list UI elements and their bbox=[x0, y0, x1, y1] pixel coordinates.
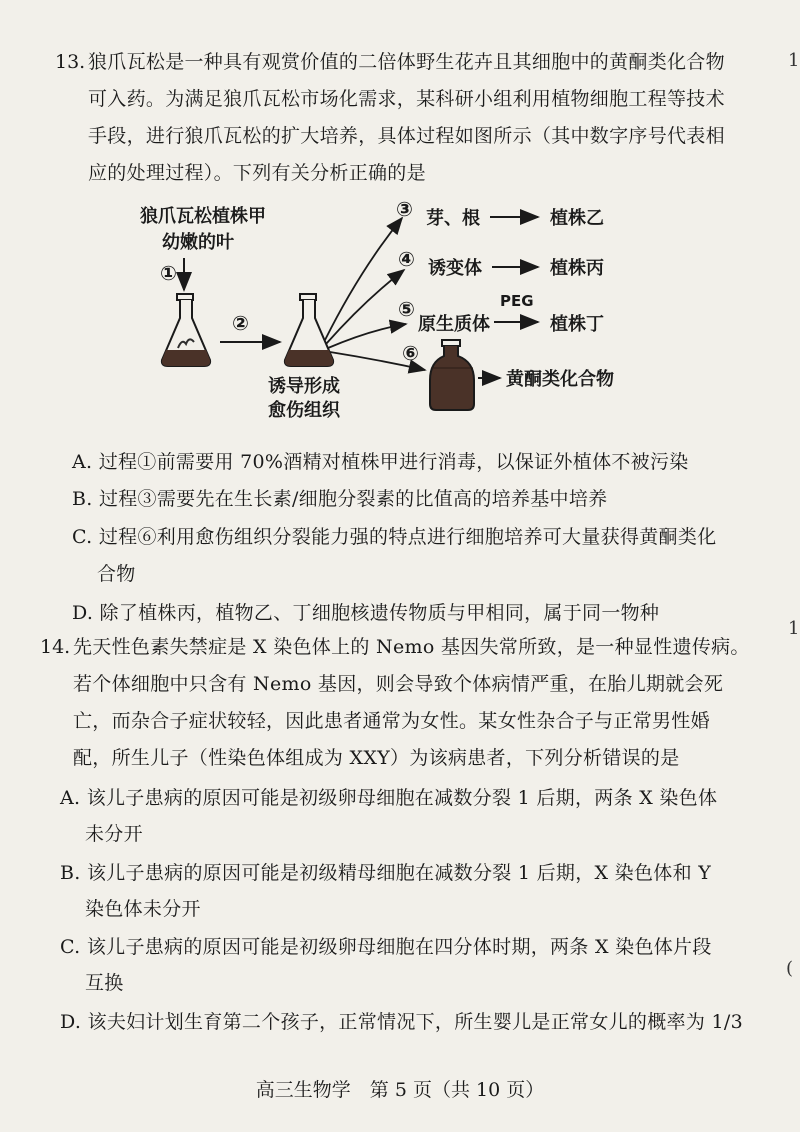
branch-3-end: 植株乙 bbox=[550, 208, 604, 229]
source-label-line1: 狼爪瓦松植株甲 bbox=[140, 206, 266, 227]
edge-mark-2: 1 bbox=[788, 618, 800, 639]
q13-option-a: A. 过程①前需要用 70%酒精对植株甲进行消毒，以保证外植体不被污染 bbox=[72, 451, 689, 473]
branch-5-end: 植株丁 bbox=[550, 314, 604, 335]
q13-number: 13. bbox=[55, 51, 86, 73]
q14-stem-line-3: 亡，而杂合子症状较轻，因此患者通常为女性。某女性杂合子与正常男性婚 bbox=[73, 710, 710, 732]
q14-option-a-line1: A. 该儿子患病的原因可能是初级卵母细胞在减数分裂 1 后期，两条 X 染色体 bbox=[60, 787, 718, 809]
edge-mark-3: ( bbox=[786, 958, 794, 979]
branch-3-arrow bbox=[325, 218, 402, 340]
step-2-label: ② bbox=[232, 311, 249, 335]
branch-4-end: 植株丙 bbox=[550, 258, 604, 279]
edge-mark-1: 1 bbox=[788, 50, 800, 71]
source-label-line2: 幼嫩的叶 bbox=[162, 232, 234, 253]
q14-stem-line-1: 先天性色素失禁症是 X 染色体上的 Nemo 基因失常所致，是一种显性遗传病。 bbox=[73, 636, 750, 658]
q14-stem-line-2: 若个体细胞中只含有 Nemo 基因，则会导致个体病情严重，在胎儿期就会死 bbox=[73, 673, 724, 695]
flask-callus bbox=[285, 294, 333, 366]
q14-option-a-line2: 未分开 bbox=[85, 823, 143, 845]
branch-5-arrow bbox=[328, 324, 406, 348]
q13-option-d: D. 除了植株丙，植物乙、丁细胞核遗传物质与甲相同，属于同一物种 bbox=[72, 602, 660, 624]
q14-option-c-line2: 互换 bbox=[85, 972, 124, 994]
step-6-label: ⑥ bbox=[402, 341, 419, 365]
flask-culture bbox=[430, 340, 474, 410]
q14-stem-line-4: 配，所生儿子（性染色体组成为 XXY）为该病患者，下列分析错误的是 bbox=[73, 747, 680, 769]
branch-3-mid: 芽、根 bbox=[426, 208, 480, 229]
q13-stem-line-4: 应的处理过程）。下列有关分析正确的是 bbox=[88, 162, 426, 184]
q14-option-c-line1: C. 该儿子患病的原因可能是初级卵母细胞在四分体时期，两条 X 染色体片段 bbox=[60, 936, 712, 958]
callus-label-line2: 愈伤组织 bbox=[268, 400, 340, 420]
branch-4-mid: 诱变体 bbox=[428, 258, 482, 279]
flask-explant bbox=[162, 294, 210, 366]
q14-option-b-line2: 染色体未分开 bbox=[85, 898, 201, 920]
peg-label: PEG bbox=[500, 292, 534, 310]
page-footer: 高三生物学 第 5 页（共 10 页） bbox=[255, 1079, 545, 1101]
branch-5-mid: 原生质体 bbox=[418, 314, 490, 335]
q14-number: 14. bbox=[40, 636, 71, 658]
step-1-label: ① bbox=[160, 261, 177, 285]
q14-option-b-line1: B. 该儿子患病的原因可能是初级精母细胞在减数分裂 1 后期，X 染色体和 Y bbox=[60, 862, 712, 884]
q13-option-c-line2: 合物 bbox=[97, 563, 136, 585]
q13-stem-line-3: 手段，进行狼爪瓦松的扩大培养，具体过程如图所示（其中数字序号代表相 bbox=[88, 125, 725, 147]
step-4-label: ④ bbox=[398, 247, 415, 271]
q14-option-d: D. 该夫妇计划生育第二个孩子，正常情况下，所生婴儿是正常女儿的概率为 1/3 bbox=[60, 1011, 743, 1033]
q13-stem-line-2: 可入药。为满足狼爪瓦松市场化需求，某科研小组利用植物细胞工程等技术 bbox=[88, 88, 725, 110]
q13-option-c-line1: C. 过程⑥利用愈伤组织分裂能力强的特点进行细胞培养可大量获得黄酮类化 bbox=[72, 526, 717, 548]
callus-label-line1: 诱导形成 bbox=[268, 376, 340, 397]
step-3-label: ③ bbox=[396, 197, 413, 221]
branch-6-end: 黄酮类化合物 bbox=[506, 369, 614, 390]
q13-option-b: B. 过程③需要先在生长素/细胞分裂素的比值高的培养基中培养 bbox=[72, 488, 608, 510]
step-5-label: ⑤ bbox=[398, 297, 415, 321]
branch-4-arrow bbox=[326, 270, 404, 344]
q13-stem-line-1: 狼爪瓦松是一种具有观赏价值的二倍体野生花卉且其细胞中的黄酮类化合物 bbox=[88, 51, 725, 73]
tissue-culture-diagram bbox=[140, 190, 660, 420]
